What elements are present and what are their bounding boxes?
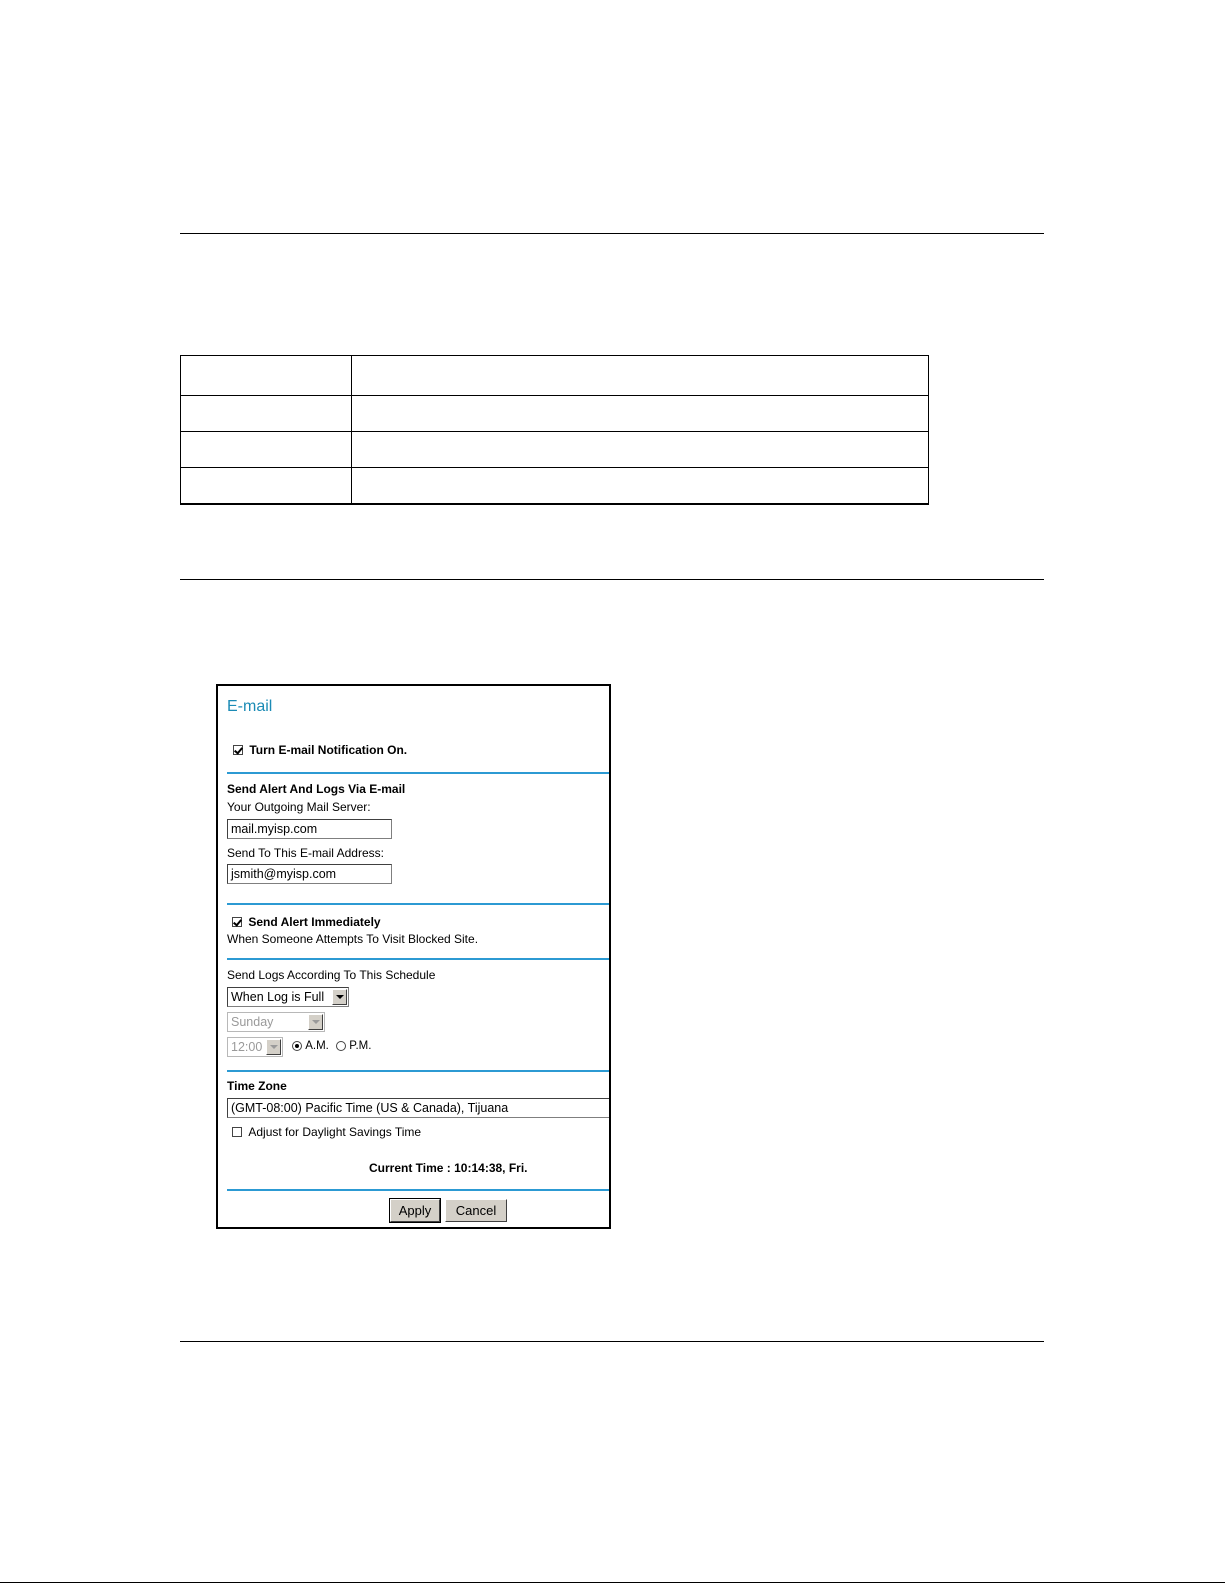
section-divider bbox=[227, 958, 609, 960]
mail-server-input[interactable]: mail.myisp.com bbox=[227, 819, 392, 839]
alert-description: When Someone Attempts To Visit Blocked Site. bbox=[227, 932, 479, 946]
send-section-heading: Send Alert And Logs Via E-mail bbox=[227, 782, 406, 796]
chevron-down-icon[interactable] bbox=[308, 1014, 323, 1030]
table-row bbox=[181, 468, 929, 504]
section-divider bbox=[227, 1070, 609, 1072]
cancel-button[interactable]: Cancel bbox=[445, 1199, 507, 1222]
alert-row bbox=[232, 914, 381, 929]
send-to-label: Send To This E-mail Address: bbox=[227, 846, 384, 860]
current-time: Current Time : 10:14:38, Fri. bbox=[369, 1161, 528, 1175]
mail-server-label: Your Outgoing Mail Server: bbox=[227, 800, 371, 814]
email-settings-panel bbox=[216, 684, 611, 1229]
table-row bbox=[181, 396, 929, 432]
section-divider bbox=[227, 903, 609, 905]
bottom-rule bbox=[180, 1341, 1044, 1342]
chevron-down-icon[interactable] bbox=[332, 989, 347, 1005]
table-row bbox=[181, 356, 929, 396]
table-row bbox=[181, 432, 929, 468]
am-radio[interactable] bbox=[292, 1041, 302, 1051]
hour-selected-value: 12:00 bbox=[231, 1040, 263, 1054]
am-label: A.M. bbox=[305, 1040, 329, 1052]
top-rule bbox=[180, 233, 1044, 234]
day-selected-value: Sunday bbox=[231, 1015, 274, 1029]
dst-row bbox=[232, 1124, 421, 1139]
table-bottom-rule bbox=[180, 504, 929, 505]
notification-checkbox[interactable] bbox=[233, 745, 243, 755]
document-table bbox=[180, 355, 929, 504]
middle-rule bbox=[180, 579, 1044, 580]
day-select[interactable] bbox=[227, 1012, 325, 1032]
pm-radio[interactable] bbox=[336, 1041, 346, 1051]
notification-row bbox=[233, 742, 407, 757]
ampm-group bbox=[292, 1040, 371, 1052]
timezone-heading: Time Zone bbox=[227, 1079, 287, 1093]
panel-title: E-mail bbox=[227, 698, 273, 715]
dst-label: Adjust for Daylight Savings Time bbox=[248, 1124, 422, 1139]
alert-checkbox[interactable] bbox=[232, 917, 242, 927]
apply-button[interactable]: Apply bbox=[390, 1199, 440, 1222]
timezone-select[interactable]: (GMT-08:00) Pacific Time (US & Canada), Tijuana bbox=[227, 1098, 609, 1118]
schedule-select[interactable] bbox=[227, 987, 349, 1007]
footer-rule bbox=[0, 1582, 1225, 1583]
hour-select[interactable] bbox=[227, 1037, 283, 1057]
schedule-label: Send Logs According To This Schedule bbox=[227, 968, 436, 982]
chevron-down-icon[interactable] bbox=[266, 1039, 281, 1055]
section-divider bbox=[227, 772, 609, 774]
schedule-selected-value: When Log is Full bbox=[231, 990, 325, 1004]
notification-label: Turn E-mail Notification On. bbox=[249, 742, 408, 757]
send-to-email-input[interactable]: jsmith@myisp.com bbox=[227, 864, 392, 884]
dst-checkbox[interactable] bbox=[232, 1127, 242, 1137]
alert-label: Send Alert Immediately bbox=[248, 914, 381, 929]
section-divider bbox=[227, 1189, 609, 1191]
pm-label: P.M. bbox=[349, 1040, 372, 1052]
